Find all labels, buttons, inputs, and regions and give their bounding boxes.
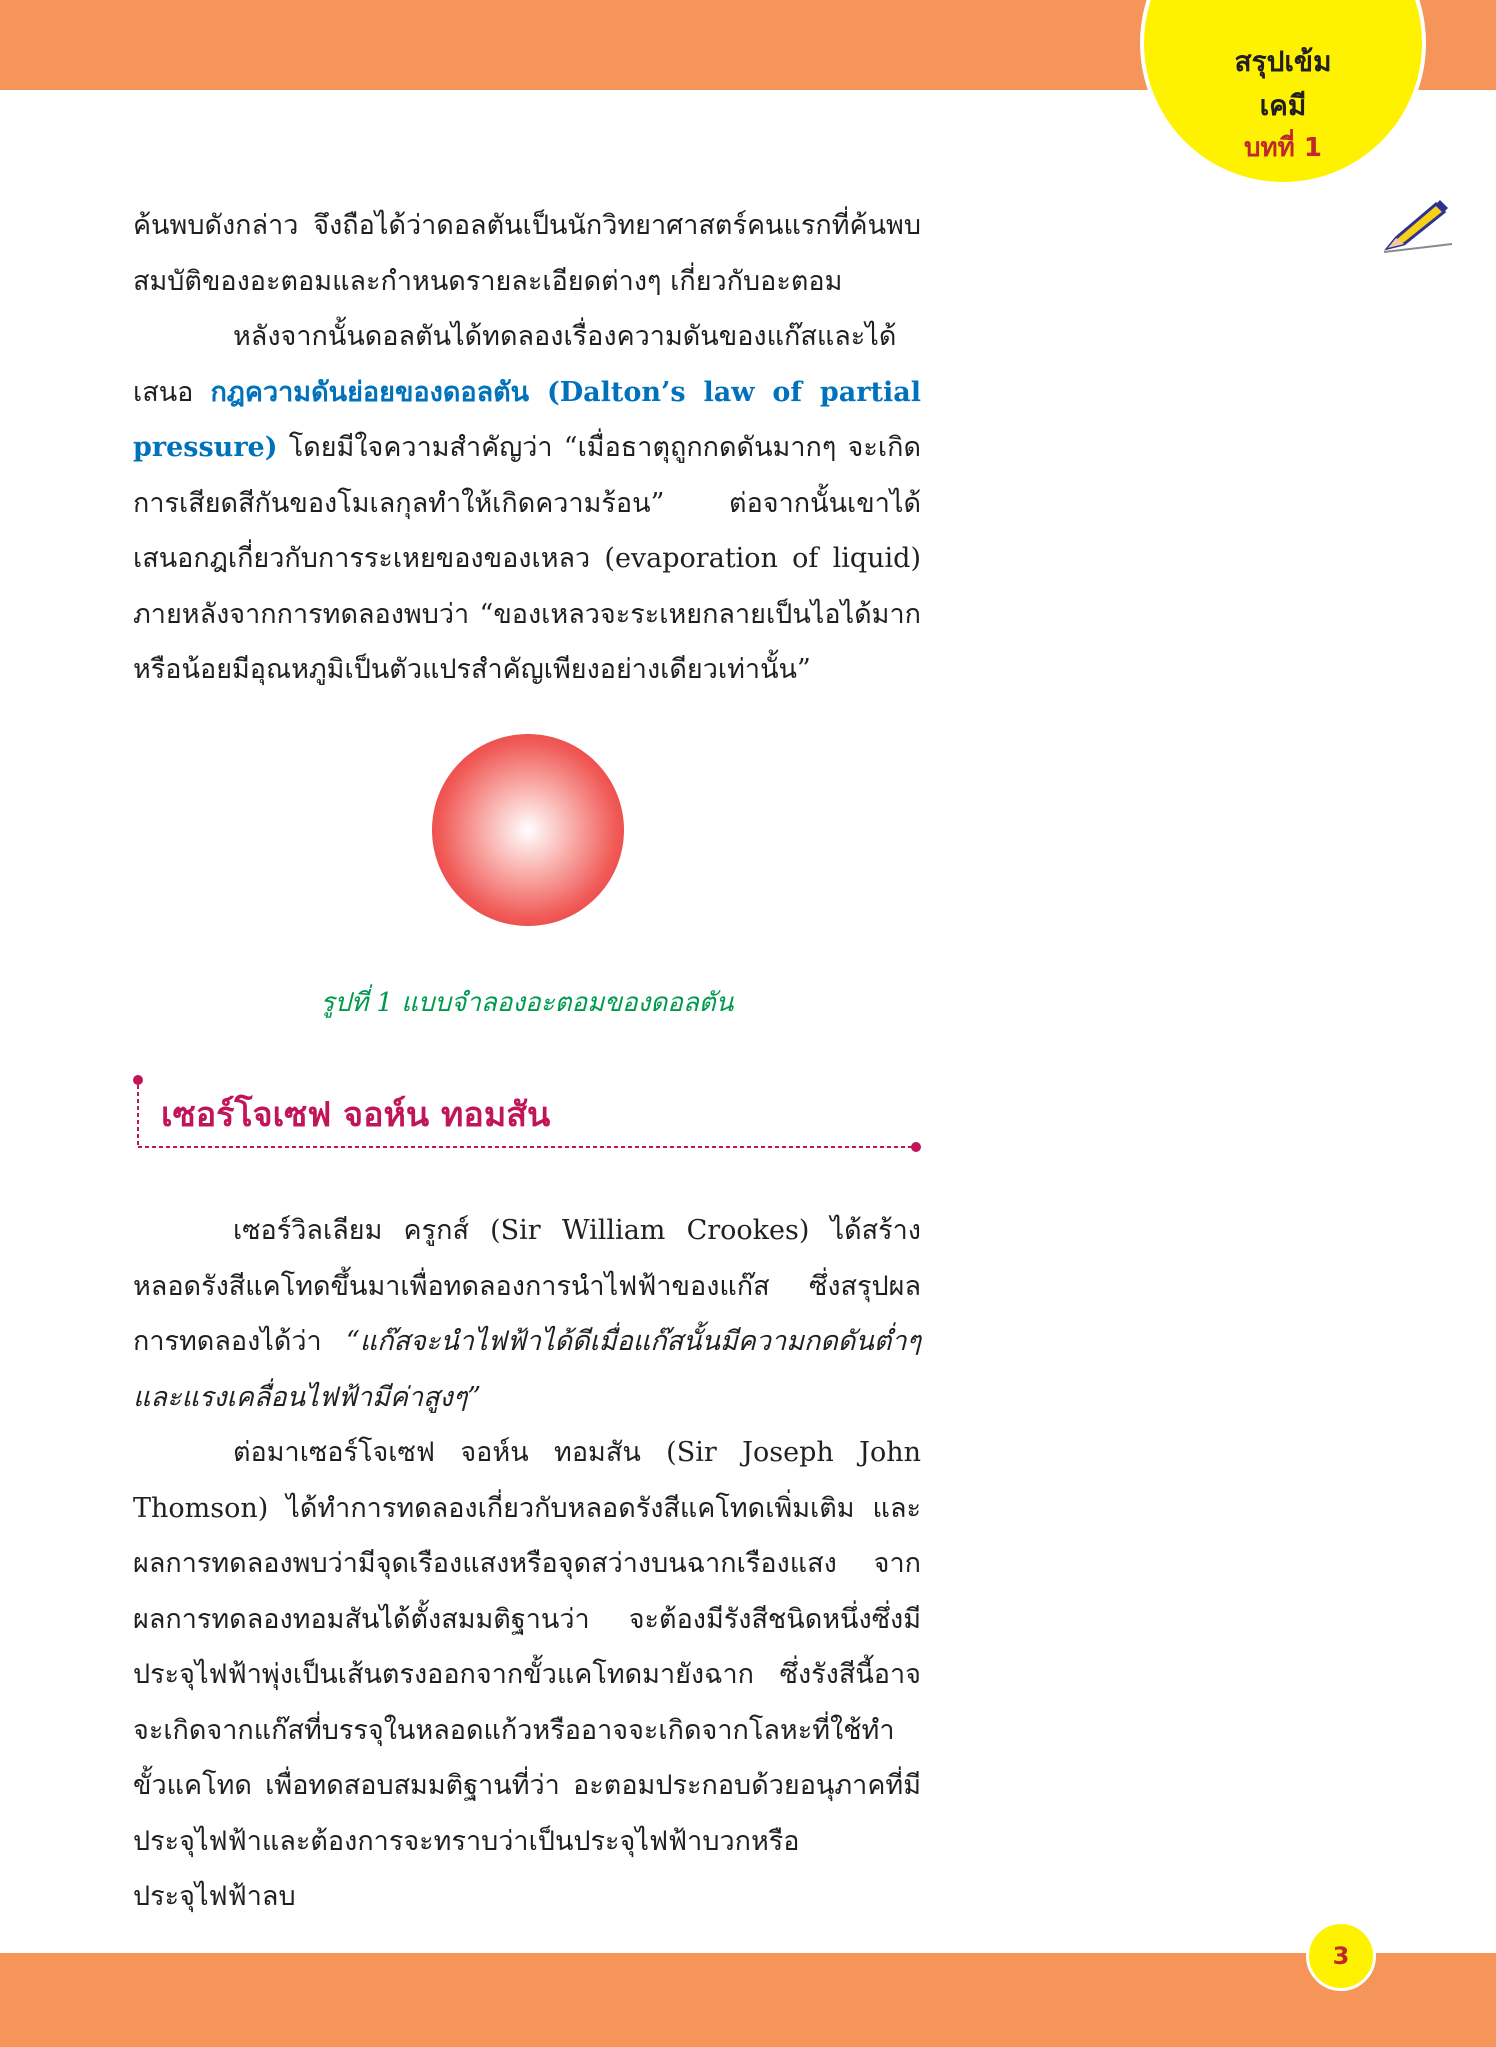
pencil-icon	[1378, 198, 1458, 258]
dalton-law-highlight: กฎความดันย่อยของดอลตัน (Dalton’s law of partial pressure)	[133, 376, 921, 463]
section-heading	[133, 1075, 923, 1155]
paragraph-thomson: ต่อมาเซอร์โจเซฟ จอห์น ทอมสัน (Sir Joseph John Thomson) ได้ทำการทดลองเกี่ยวกับหลอดรังสีแคโทดเพิ่มเติม และผลการทดลองพบว่ามีจุดเรืองแสงหรือจุดสว่างบนฉากเรืองแสง จากผลการทดลองทอมสันได้ตั้งสมมติฐานว่า จะต้องมีรังสีชนิดหนึ่งซึ่งมีประจุไฟฟ้าพุ่งเป็นเส้นตรงออกจากขั้วแคโทดมายังฉาก ซึ่งรังสีนี้อาจจะเกิดจากแก๊สที่บรรจุในหลอดแก้วหรืออาจจะเกิดจากโลหะที่ใช้ทำขั้วแคโทด เพื่อทดสอบสมมติฐานที่ว่า อะตอมประกอบด้วยอนุภาคที่มีประจุไฟฟ้าและต้องการจะทราบว่าเป็นประจุไฟฟ้าบวกหรือประจุไฟฟ้าลบ	[133, 1437, 921, 1912]
dalton-atom-model-sphere	[432, 734, 624, 926]
paragraph-dalton-law-start: หลังจากนั้นดอลตันได้ทดลองเรื่องความดันของแก๊สและได้เสนอ	[133, 321, 897, 408]
paragraph-dalton-intro: ค้นพบดังกล่าว จึงถือได้ว่าดอลตันเป็นนักวิทยาศาสตร์คนแรกที่ค้นพบสมบัติของอะตอมและกำหนดรายละเอียดต่างๆ เกี่ยวกับอะตอม	[133, 210, 921, 297]
bottom-orange-band	[0, 1953, 1496, 2047]
badge-title-line1: สรุปเข้ม	[1234, 45, 1332, 78]
paragraph-crookes	[133, 1203, 921, 1425]
chapter-badge-text	[1160, 40, 1406, 168]
crookes-quote: “แก๊สจะนำไฟฟ้าได้ดีเมื่อแก๊สนั้นมีความกดดันต่ำๆ และแรงเคลื่อนไฟฟ้ามีค่าสูงๆ”	[133, 1326, 921, 1413]
section-title: เซอร์โจเซฟ จอห์น ทอมสัน	[161, 1095, 551, 1135]
figure-caption: รูปที่ 1 แบบจำลองอะตอมของดอลตัน	[320, 988, 734, 1018]
paragraph-dalton-law	[133, 309, 921, 698]
badge-chapter-label: บทที่ 1	[1244, 133, 1322, 163]
paragraph-dalton-law-rest: โดยมีใจความสำคัญว่า “เมื่อธาตุถูกกดดันมากๆ จะเกิดการเสียดสีกันของโมเลกุลทำให้เกิดความร้อน” ต่อจากนั้นเขาได้เสนอกฎเกี่ยวกับการระเหยของของเหลว (evaporation of liquid) ภายหลังจากการทดลองพบว่า “ของเหลวจะระเหยกลายเป็นไอได้มากหรือน้อยมีอุณหภูมิเป็นตัวแปรสำคัญเพียงอย่างเดียวเท่านั้น”	[133, 432, 921, 685]
badge-title-line2: เคมี	[1259, 89, 1307, 122]
paragraph-crookes-text: เซอร์วิลเลียม ครูกส์ (Sir William Crookes) ได้สร้างหลอดรังสีแคโทดขึ้นมาเพื่อทดลองการนำไฟฟ้าของแก๊ส ซึ่งสรุปผลการทดลองได้ว่า	[133, 1215, 921, 1357]
page-number: 3	[1306, 1921, 1376, 1991]
